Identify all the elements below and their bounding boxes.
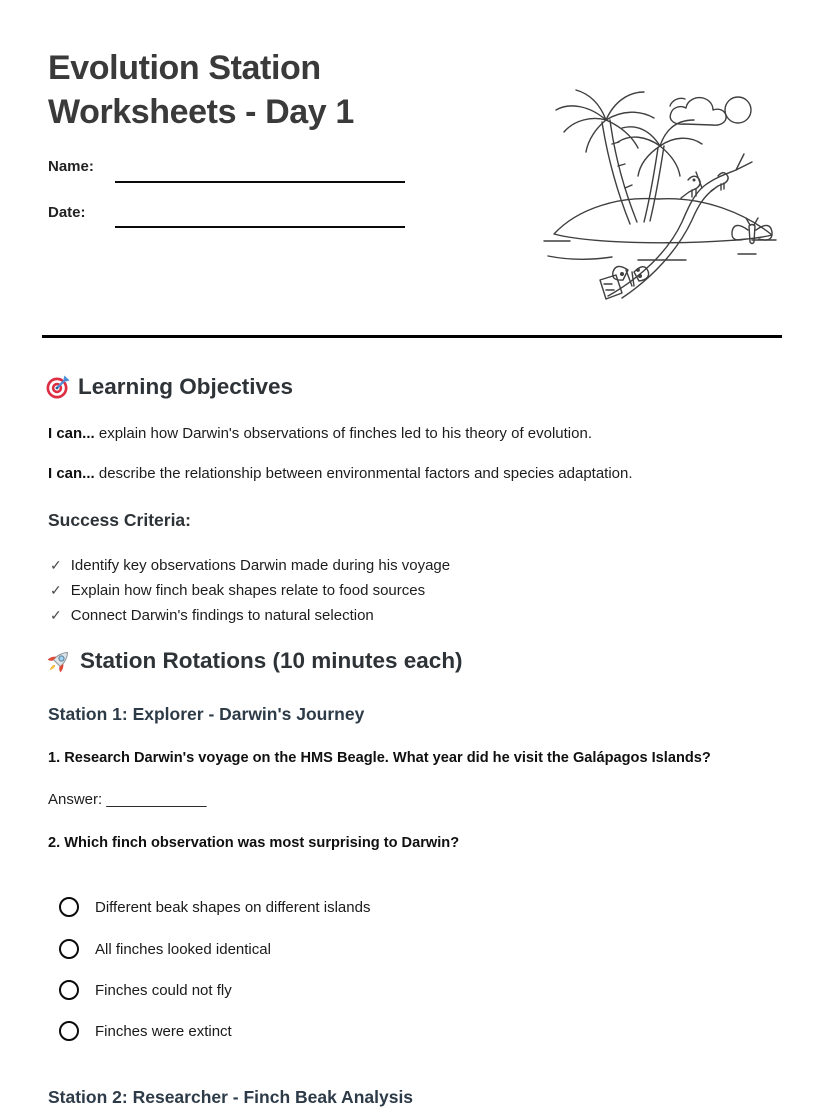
question-1: 1. Research Darwin's voyage on the HMS Beagle. What year did he visit the Galápagos Islands? [48,750,711,766]
objective-2-prefix: I can... [48,465,95,482]
page-title [48,46,354,134]
rocket-icon [45,647,73,675]
name-label: Name: [48,158,94,175]
radio-button[interactable] [59,939,79,959]
objective-1-text: explain how Darwin's observations of finches led to his theory of evolution. [94,425,592,442]
station-rotations-heading [45,647,463,675]
objective-2 [48,465,633,482]
success-criteria-item: ✓ Identify key observations Darwin made during his voyage [50,557,451,574]
objective-1 [48,425,592,442]
objective-1-prefix: I can... [48,425,95,442]
option-row [48,939,271,959]
learning-objectives-title: Learning Objectives [78,374,294,399]
station-2-heading: Station 2: Researcher - Finch Beak Analysis [48,1087,414,1107]
answer-blank[interactable]: ____________ [106,791,207,808]
answer-line [48,791,206,808]
option-label: Different beak shapes on different islands [95,898,371,916]
station-rotations-title: Station Rotations (10 minutes each) [80,648,463,673]
option-label: All finches looked identical [95,940,271,958]
sun-icon [725,97,751,123]
page-title-line2: Worksheets - Day 1 [48,93,354,131]
option-row [48,980,232,1000]
small-cloud-icon [670,98,685,106]
check-icon: ✓ [50,582,62,598]
question-2: 2. Which finch observation was most surprising to Darwin? [48,835,460,851]
success-criteria-list [50,553,450,628]
name-input-line[interactable] [115,181,405,183]
learning-objectives-heading [45,374,293,400]
answer-label: Answer: [48,791,107,808]
option-label: Finches were extinct [95,1022,232,1040]
radio-button[interactable] [59,980,79,1000]
island-illustration [542,84,782,300]
target-icon [45,374,71,400]
objective-2-text: describe the relationship between environmental factors and species adaptation. [94,465,633,482]
bird-icon [711,173,728,191]
check-icon: ✓ [50,607,62,623]
page-title-line1: Evolution Station [48,49,321,87]
option-row [48,897,370,917]
cloud-icon [670,98,726,126]
station-1-heading: Station 1: Explorer - Darwin's Journey [48,704,365,724]
bird-icon [681,176,700,198]
radio-button[interactable] [59,897,79,917]
option-label: Finches could not fly [95,981,232,999]
check-icon: ✓ [50,557,62,573]
option-row [48,1021,232,1041]
radio-button[interactable] [59,1021,79,1041]
success-criteria-heading: Success Criteria: [48,510,191,530]
date-label: Date: [48,204,86,221]
section-divider [42,335,782,338]
island-outline [554,199,772,243]
date-input-line[interactable] [115,226,405,228]
success-criteria-item: ✓ Explain how finch beak shapes relate to food sources [50,582,426,599]
success-criteria-item: ✓ Connect Darwin's findings to natural selection [50,607,374,624]
